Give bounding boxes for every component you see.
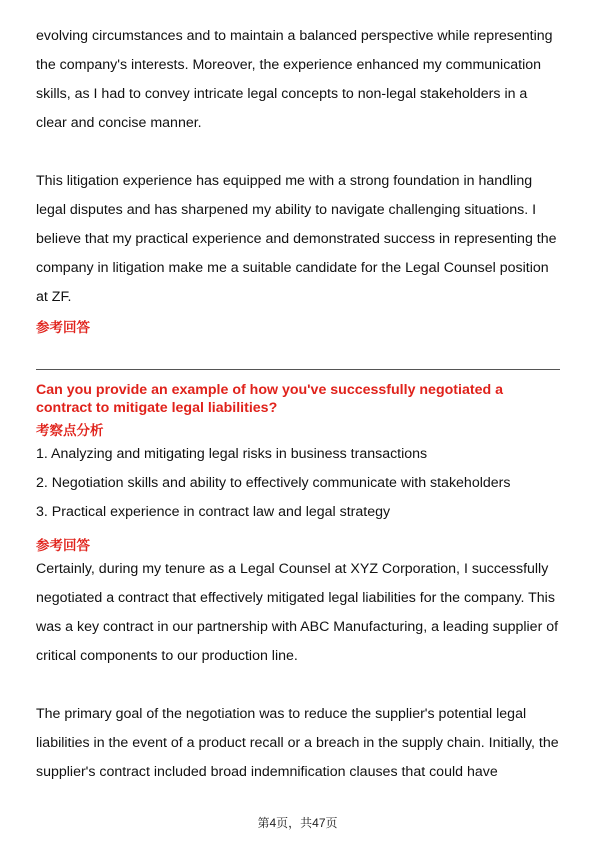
page-number-footer: 第4页，共47页: [257, 816, 338, 830]
reference-answer-label: 参考回答: [36, 320, 90, 335]
list-item: 3. Practical experience in contract law and legal strategy: [36, 504, 391, 520]
closing-paragraph: This litigation experience has equipped me with a strong foundation in handling legal disputes and has sharpened my ability to navigate challenging situations. I believe that my practical experience and demonstrated success in representing the company in litigation make me a suitable candidate for the Legal Counsel position at ZF.: [36, 173, 557, 305]
answer-paragraph: The primary goal of the negotiation was to reduce the supplier's potential legal liabilities in the event of a product recall or a breach in the supply chain. Initially, the supplier's contract included broad indemnification clauses that could have: [36, 706, 559, 780]
document-page: [36, 22, 560, 787]
question-heading: Can you provide an example of how you've successfully negotiated a contract to mitigate legal liabilities?: [36, 382, 503, 416]
list-item: 1. Analyzing and mitigating legal risks in business transactions: [36, 446, 428, 462]
list-item: 2. Negotiation skills and ability to effectively communicate with stakeholders: [36, 475, 511, 491]
analysis-points-list: [36, 440, 560, 527]
section-divider: [36, 369, 560, 370]
answer-paragraph: Certainly, during my tenure as a Legal Counsel at XYZ Corporation, I successfully negotiated a contract that effectively mitigated legal liabilities for the company. This was a key contract in our partnership with ABC Manufacturing, a leading supplier of critical components to our production line.: [36, 561, 559, 664]
analysis-label: 考察点分析: [36, 423, 104, 438]
reference-answer-label: 参考回答: [36, 538, 90, 553]
continuation-paragraph: evolving circumstances and to maintain a balanced perspective while representing the company's interests. Moreover, the experience enhanced my communication skills, as I had to convey intricate legal concepts to non-legal stakeholders in a clear and concise manner.: [36, 28, 553, 131]
